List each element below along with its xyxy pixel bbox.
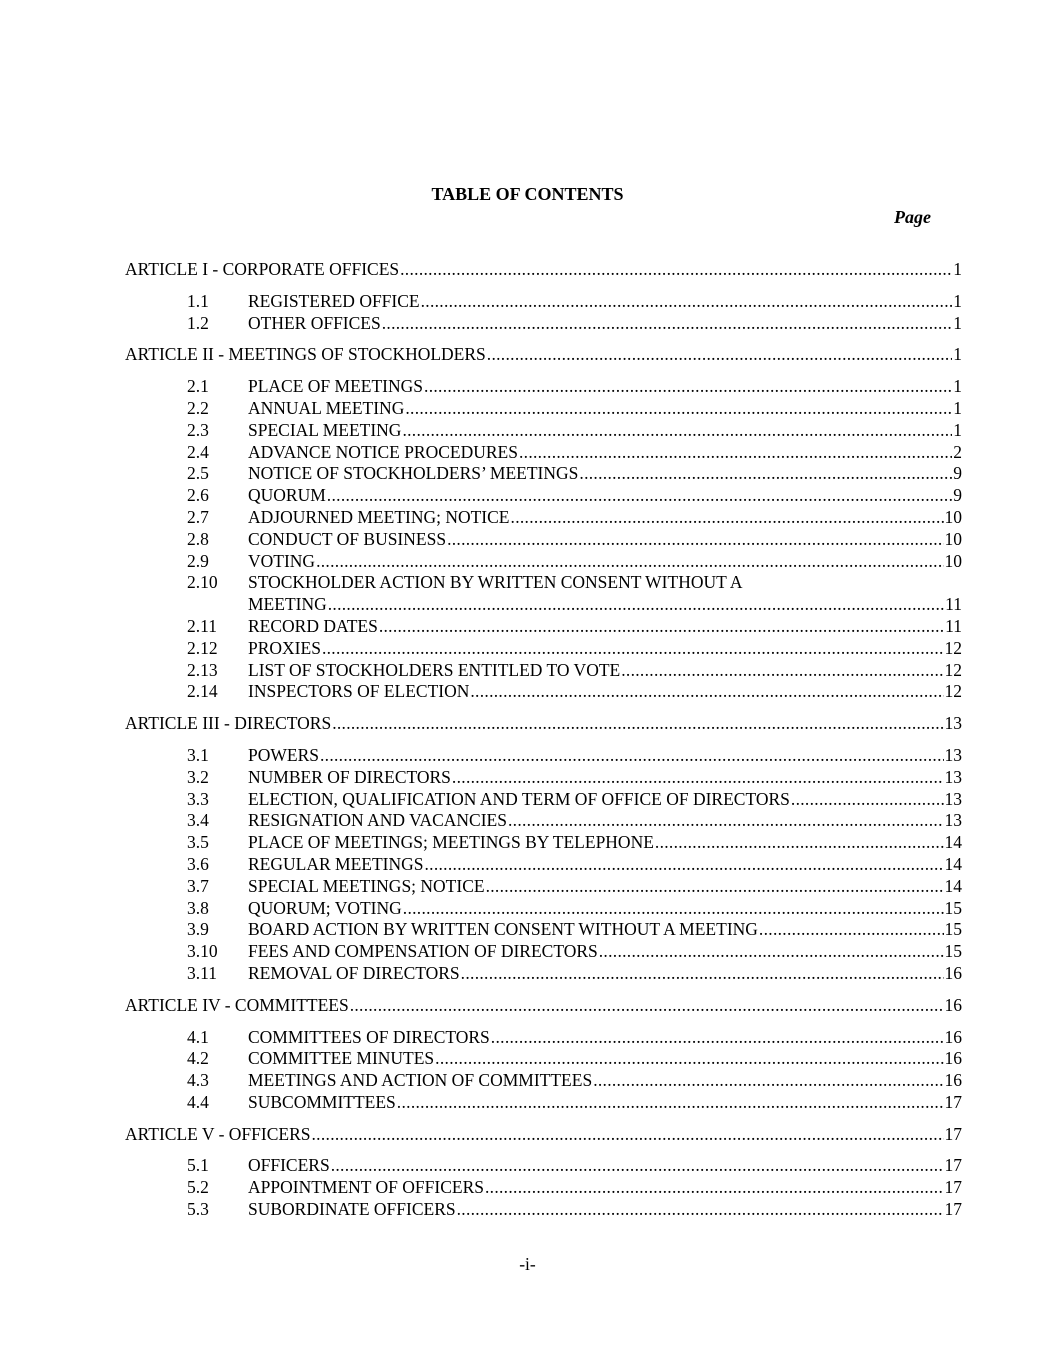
toc-section-entry[interactable]	[125, 963, 962, 985]
toc-section-number: 5.3	[187, 1199, 209, 1220]
toc-article-entry[interactable]	[125, 995, 962, 1017]
toc-section-label: OTHER OFFICES	[248, 312, 381, 333]
toc-section-number: 4.1	[187, 1026, 209, 1047]
toc-section-number: 2.4	[187, 441, 209, 462]
toc-section-entry[interactable]	[125, 832, 962, 854]
toc-section-label: ADVANCE NOTICE PROCEDURES	[248, 441, 518, 462]
toc-section-number: 2.8	[187, 528, 209, 549]
toc-page-number: 1	[953, 290, 962, 311]
toc-section-label: APPOINTMENT OF OFFICERS	[248, 1177, 484, 1198]
toc-section-number: 3.5	[187, 832, 209, 853]
toc-section-label: LIST OF STOCKHOLDERS ENTITLED TO VOTE	[248, 659, 621, 680]
toc-section-label: BOARD ACTION BY WRITTEN CONSENT WITHOUT A MEETING	[248, 919, 758, 940]
toc-page-number: 17	[944, 1199, 962, 1220]
toc-section-number: 2.13	[187, 659, 218, 680]
toc-section-label-continued: MEETING	[248, 594, 327, 615]
toc-section-entry[interactable]	[125, 442, 962, 464]
dot-leader	[327, 485, 952, 507]
toc-page-number: 9	[953, 463, 962, 484]
dot-leader	[322, 638, 944, 660]
dot-leader	[791, 789, 944, 811]
toc-section-number: 2.5	[187, 463, 209, 484]
dot-leader	[405, 398, 952, 420]
toc-page-number: 16	[944, 1070, 962, 1091]
dot-leader	[350, 995, 944, 1017]
toc-section-number: 1.1	[187, 290, 209, 311]
toc-section-number: 3.3	[187, 788, 209, 809]
toc-section-label: NUMBER OF DIRECTORS	[248, 766, 451, 787]
toc-page-number: 15	[944, 897, 962, 918]
toc-section-number: 2.1	[187, 376, 209, 397]
toc-section-number: 2.7	[187, 506, 209, 527]
page-number-footer: -i-	[519, 1254, 536, 1274]
dot-leader	[421, 291, 953, 313]
dot-leader	[402, 420, 952, 442]
toc-section-label: STOCKHOLDER ACTION BY WRITTEN CONSENT WITHOUT A	[248, 572, 743, 593]
toc-section-number: 3.11	[187, 962, 217, 983]
toc-page-number: 9	[953, 485, 962, 506]
dot-leader	[487, 344, 952, 366]
toc-section-entry[interactable]	[125, 616, 962, 638]
toc-page-number: 11	[945, 615, 962, 636]
toc-section-entry[interactable]	[125, 398, 962, 420]
toc-section-number: 3.6	[187, 853, 209, 874]
toc-page-number: 1	[953, 259, 962, 279]
toc-section-number: 5.2	[187, 1177, 209, 1198]
dot-leader	[519, 442, 952, 464]
toc-page-number: 16	[944, 1048, 962, 1069]
toc-section-label: PROXIES	[248, 637, 321, 658]
dot-leader	[470, 681, 943, 703]
toc-section-entry[interactable]	[125, 1027, 962, 1049]
toc-page-number: 1	[953, 419, 962, 440]
toc-section-entry[interactable]	[125, 876, 962, 898]
toc-section-entry[interactable]	[125, 420, 962, 442]
toc-article-entry[interactable]	[125, 344, 962, 366]
toc-section-entry[interactable]	[125, 1048, 962, 1070]
toc-page-number: 14	[944, 875, 962, 896]
dot-leader	[457, 1199, 944, 1221]
toc-section-entry[interactable]	[125, 572, 962, 594]
toc-article-entry[interactable]	[125, 713, 962, 735]
dot-leader	[655, 832, 944, 854]
toc-section-entry[interactable]	[125, 681, 962, 703]
toc-section-number: 3.2	[187, 766, 209, 787]
toc-section-label: REGULAR MEETINGS	[248, 853, 424, 874]
toc-page-number: 15	[944, 919, 962, 940]
toc-section-number: 2.14	[187, 681, 218, 702]
toc-section-entry[interactable]	[125, 529, 962, 551]
toc-section-entry[interactable]	[125, 789, 962, 811]
toc-title: TABLE OF CONTENTS	[431, 184, 624, 204]
toc-section-label: ANNUAL MEETING	[248, 397, 405, 418]
dot-leader	[759, 919, 944, 941]
toc-section-entry[interactable]	[125, 810, 962, 832]
toc-article-label: ARTICLE III - DIRECTORS	[125, 713, 332, 734]
toc-section-entry[interactable]	[125, 507, 962, 529]
toc-section-label: SPECIAL MEETING	[248, 419, 402, 440]
toc-section-entry[interactable]	[125, 485, 962, 507]
toc-section-label: OFFICERS	[248, 1155, 330, 1176]
toc-section-number: 4.4	[187, 1091, 209, 1112]
toc-page-number: 1	[953, 312, 962, 333]
toc-section-label: ADJOURNED MEETING; NOTICE	[248, 506, 510, 527]
toc-list	[125, 259, 962, 1221]
toc-page-number: 13	[944, 810, 962, 831]
dot-leader	[486, 876, 944, 898]
toc-section-label: PLACE OF MEETINGS	[248, 376, 424, 397]
toc-page-number: 10	[944, 506, 962, 527]
toc-section-number: 3.7	[187, 875, 209, 896]
toc-section-entry[interactable]	[125, 376, 962, 398]
toc-page-number: 2	[953, 441, 962, 462]
dot-leader	[328, 594, 944, 616]
toc-page-number: 17	[944, 1155, 962, 1176]
toc-section-number: 3.4	[187, 810, 209, 831]
toc-section-label: COMMITTEE MINUTES	[248, 1048, 435, 1069]
page-column-header: Page	[894, 207, 931, 227]
toc-page-number: 16	[944, 962, 962, 983]
dot-leader	[320, 745, 944, 767]
toc-section-entry[interactable]	[125, 551, 962, 573]
dot-leader	[403, 898, 944, 920]
dot-leader	[332, 713, 943, 735]
dot-leader	[447, 529, 943, 551]
toc-section-number: 5.1	[187, 1155, 209, 1176]
toc-section-entry[interactable]	[125, 1155, 962, 1177]
dot-leader	[511, 507, 944, 529]
toc-section-number: 2.3	[187, 419, 209, 440]
dot-leader	[400, 259, 952, 281]
toc-section-label: SUBCOMMITTEES	[248, 1091, 396, 1112]
toc-page-number: 1	[953, 344, 962, 365]
toc-section-label: SPECIAL MEETINGS; NOTICE	[248, 875, 485, 896]
toc-section-entry[interactable]	[125, 745, 962, 767]
toc-section-label: MEETINGS AND ACTION OF COMMITTEES	[248, 1070, 593, 1091]
toc-section-entry[interactable]	[125, 941, 962, 963]
dot-leader	[579, 463, 952, 485]
toc-section-label: REGISTERED OFFICE	[248, 290, 420, 311]
dot-leader	[599, 941, 944, 963]
toc-page-number: 14	[944, 853, 962, 874]
dot-leader	[508, 810, 944, 832]
toc-page-number: 14	[944, 832, 962, 853]
toc-section-number: 3.10	[187, 941, 218, 962]
toc-section-label: QUORUM; VOTING	[248, 897, 402, 918]
toc-section-label: QUORUM	[248, 485, 326, 506]
toc-page-number: 10	[944, 550, 962, 571]
toc-article-label: ARTICLE II - MEETINGS OF STOCKHOLDERS	[125, 344, 486, 365]
toc-section-entry[interactable]	[125, 660, 962, 682]
dot-leader	[397, 1092, 944, 1114]
toc-section-label: VOTING	[248, 550, 316, 571]
dot-leader	[491, 1027, 944, 1049]
toc-section-entry[interactable]	[125, 919, 962, 941]
toc-page-number: 11	[945, 594, 962, 615]
dot-leader	[424, 854, 943, 876]
dot-leader	[312, 1124, 944, 1146]
toc-section-entry[interactable]	[125, 1177, 962, 1199]
toc-section-label: RESIGNATION AND VACANCIES	[248, 810, 507, 831]
dot-leader	[485, 1177, 944, 1199]
dot-leader	[452, 767, 944, 789]
toc-section-label: RECORD DATES	[248, 615, 378, 636]
toc-section-label: NOTICE OF STOCKHOLDERS’ MEETINGS	[248, 463, 579, 484]
toc-section-label: SUBORDINATE OFFICERS	[248, 1199, 456, 1220]
toc-section-number: 3.9	[187, 919, 209, 940]
toc-page-number: 1	[953, 397, 962, 418]
toc-section-label: POWERS	[248, 744, 319, 765]
toc-page-number: 12	[944, 637, 962, 658]
toc-section-number: 3.8	[187, 897, 209, 918]
toc-section-entry[interactable]	[125, 1092, 962, 1114]
dot-leader	[435, 1048, 943, 1070]
toc-section-number: 2.9	[187, 550, 209, 571]
toc-page-number: 13	[944, 713, 962, 734]
toc-section-number: 2.2	[187, 397, 209, 418]
toc-section-label: ELECTION, QUALIFICATION AND TERM OF OFFICE OF DIRECTORS	[248, 788, 790, 809]
toc-section-label: CONDUCT OF BUSINESS	[248, 528, 447, 549]
dot-leader	[461, 963, 944, 985]
toc-section-number: 2.6	[187, 485, 209, 506]
toc-section-number: 2.12	[187, 637, 218, 658]
toc-page-number: 15	[944, 941, 962, 962]
toc-page-number: 12	[944, 681, 962, 702]
toc-section-entry[interactable]	[125, 638, 962, 660]
toc-page-number: 12	[944, 659, 962, 680]
toc-section-entry[interactable]	[125, 898, 962, 920]
toc-article-label: ARTICLE V - OFFICERS	[125, 1123, 311, 1144]
toc-section-number: 4.3	[187, 1070, 209, 1091]
toc-section-entry[interactable]	[125, 1070, 962, 1092]
toc-section-entry[interactable]	[125, 767, 962, 789]
toc-section-entry[interactable]	[125, 463, 962, 485]
toc-section-entry[interactable]	[125, 291, 962, 313]
toc-page-number: 13	[944, 788, 962, 809]
toc-section-label: PLACE OF MEETINGS; MEETINGS BY TELEPHONE	[248, 832, 654, 853]
toc-article-entry[interactable]	[125, 259, 962, 281]
toc-section-label: REMOVAL OF DIRECTORS	[248, 962, 460, 983]
toc-section-label: COMMITTEES OF DIRECTORS	[248, 1026, 490, 1047]
dot-leader	[593, 1070, 943, 1092]
dot-leader	[621, 660, 943, 682]
toc-page-number: 17	[944, 1177, 962, 1198]
toc-section-entry[interactable]	[125, 1199, 962, 1221]
toc-section-number: 3.1	[187, 744, 209, 765]
toc-section-entry-continued[interactable]	[125, 594, 962, 616]
toc-page-number: 10	[944, 528, 962, 549]
toc-section-number: 4.2	[187, 1048, 209, 1069]
toc-section-label: INSPECTORS OF ELECTION	[248, 681, 470, 702]
toc-section-number: 2.11	[187, 615, 217, 636]
toc-section-number: 1.2	[187, 312, 209, 333]
toc-page-number: 16	[944, 994, 962, 1015]
dot-leader	[331, 1155, 944, 1177]
dot-leader	[382, 313, 953, 335]
toc-page-number: 16	[944, 1026, 962, 1047]
toc-article-label: ARTICLE IV - COMMITTEES	[125, 994, 349, 1015]
toc-page-number: 17	[944, 1091, 962, 1112]
toc-section-entry[interactable]	[125, 313, 962, 335]
dot-leader	[424, 376, 952, 398]
toc-section-number: 2.10	[187, 572, 218, 593]
toc-page-number: 17	[944, 1123, 962, 1144]
toc-page-number: 1	[953, 376, 962, 397]
toc-page-number: 13	[944, 744, 962, 765]
toc-page-number: 13	[944, 766, 962, 787]
toc-section-entry[interactable]	[125, 854, 962, 876]
toc-article-entry[interactable]	[125, 1124, 962, 1146]
dot-leader	[316, 551, 943, 573]
toc-article-label: ARTICLE I - CORPORATE OFFICES	[125, 259, 400, 279]
toc-section-label: FEES AND COMPENSATION OF DIRECTORS	[248, 941, 598, 962]
dot-leader	[379, 616, 944, 638]
